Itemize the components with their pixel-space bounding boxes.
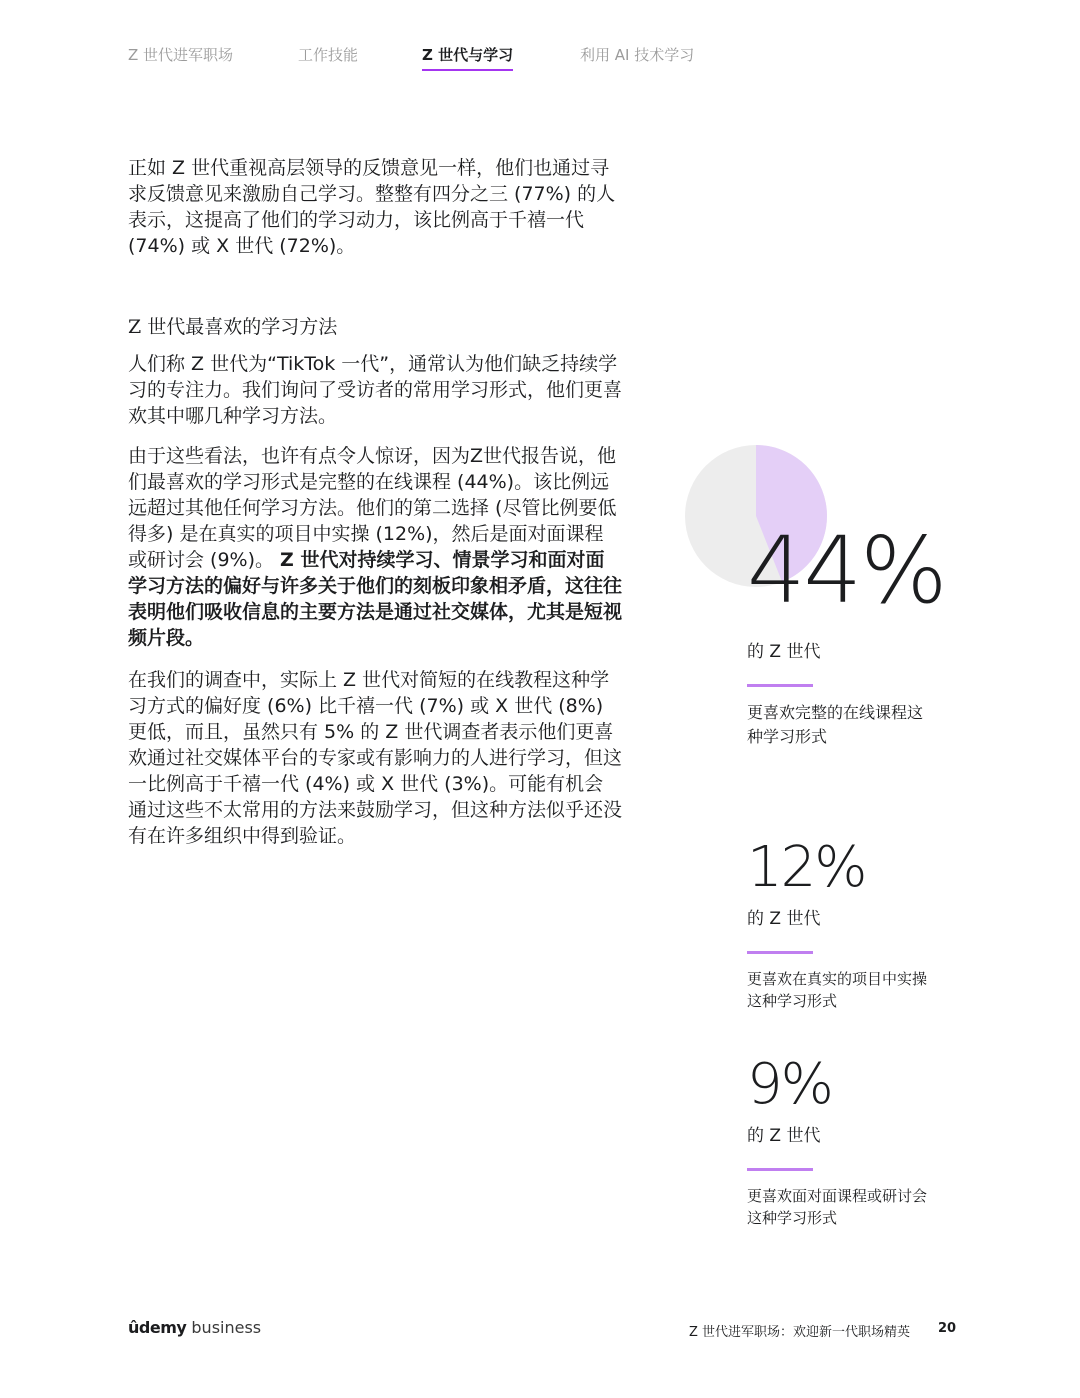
stat-subject: 的 Z 世代: [747, 1126, 821, 1146]
stat-divider: [747, 1168, 813, 1171]
page-number: 20: [938, 1321, 957, 1336]
stat-subject: 的 Z 世代: [747, 909, 821, 929]
stat-divider: [747, 951, 813, 954]
stat-subject: 的 Z 世代: [747, 642, 821, 662]
paragraph-preferences-text: 由于这些看法，也许有点令人惊讶，因为Z世代报告说，他们最喜欢的学习形式是完整的在线课程 (44%)。该比例远远超过其他任何学习方法。他们的第二选择 (尽管比例要低得多) 是在真实的项目中实操 (12%)，然后是面对面课程或研讨会 (9%)。: [128, 445, 617, 571]
nav-tab-gen-z-learning[interactable]: Z 世代与学习: [422, 44, 513, 71]
section-heading: Z 世代最喜欢的学习方法: [128, 316, 338, 338]
stat-9: [747, 1052, 977, 1229]
nav-tab-work-skills[interactable]: 工作技能: [298, 46, 359, 64]
stat-44: [747, 517, 977, 749]
stat-description: 更喜欢面对面课程或研讨会这种学习形式: [747, 1187, 928, 1227]
intro-paragraph: 正如 Z 世代重视高层领导的反馈意见一样，他们也通过寻求反馈意见来激励自己学习。整整有四分之三 (77%) 的人表示，这提高了他们的学习动力，该比例高于千禧一代 (74%) 或 X 世代 (72%)。: [128, 157, 616, 257]
logo-business: business: [191, 1318, 262, 1337]
stat-value: 9%: [747, 1052, 832, 1117]
section-nav: [0, 44, 1080, 74]
udemy-business-logo: [128, 1318, 261, 1337]
stat-description: 更喜欢完整的在线课程这种学习形式: [747, 703, 924, 746]
nav-tab-gen-z-workplace[interactable]: Z 世代进军职场: [128, 46, 234, 64]
stat-description: 更喜欢在真实的项目中实操这种学习形式: [747, 970, 928, 1010]
paragraph-preferences-emphasis: Z 世代对持续学习、情景学习和面对面学习方法的偏好与许多关于他们的刻板印象相矛盾，这往往表明他们吸收信息的主要方法是通过社交媒体，尤其是短视频片段。: [128, 549, 623, 649]
paragraph-preferences: [128, 443, 622, 651]
stat-divider: [747, 684, 813, 687]
stat-value: 12%: [747, 835, 866, 900]
stat-12: [747, 835, 977, 1012]
logo-wordmark: ûdemy: [128, 1318, 187, 1337]
paragraph-tiktok: 人们称 Z 世代为“TikTok 一代”，通常认为他们缺乏持续学习的专注力。我们询问了受访者的常用学习形式，他们更喜欢其中哪几种学习方法。: [128, 353, 623, 427]
nav-tab-ai-learning[interactable]: 利用 AI 技术学习: [580, 46, 695, 64]
paragraph-survey: 在我们的调查中，实际上 Z 世代对简短的在线教程这种学习方式的偏好度 (6%) 比千禧一代 (7%) 或 X 世代 (8%) 更低，而且，虽然只有 5% 的 Z 世代调查者表示他们更喜欢通过社交媒体平台的专家或有影响力的人进行学习，但这一比例高于千禧一代 (4%) 或 X 世代 (3%)。可能有机会通过这些不太常用的方法来鼓励学习，但这种方法似乎还没有在许多组织中得到验证。: [128, 669, 623, 847]
stat-value: 44%: [747, 517, 946, 624]
footer-report-title: Z 世代进军职场：欢迎新一代职场精英: [688, 1325, 910, 1340]
